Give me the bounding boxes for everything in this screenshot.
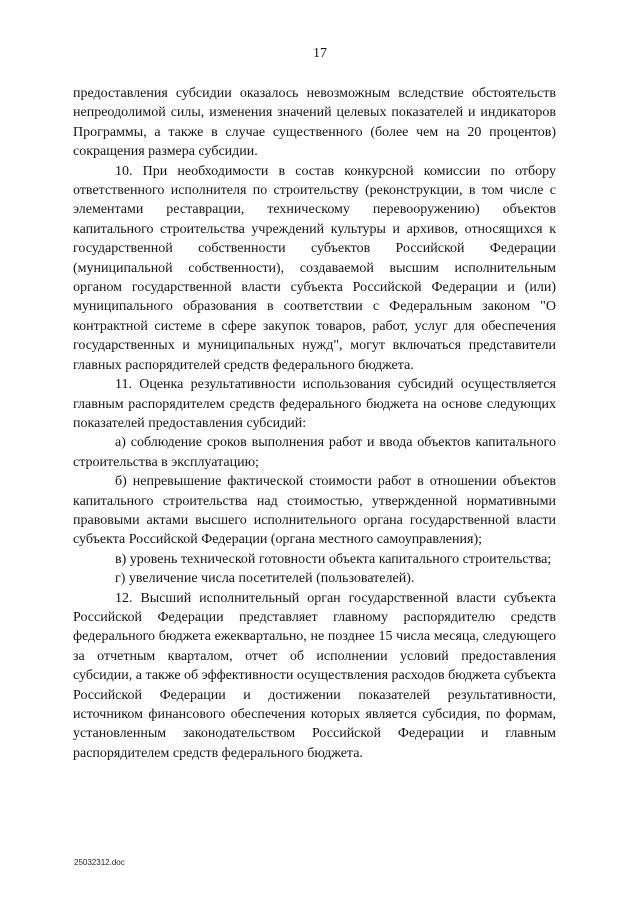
list-item-b: б) непревышение фактической стоимости работ в отношении объектов капитального строительства над стоимостью, утвержденной нормативными правовыми актами высшего исполнительного органа государственной власти субъекта Российской Федерации (органа местного самоуправления); <box>73 474 556 548</box>
paragraph-11: 11. Оценка результативности использования субсидий осуществляется главным распорядителем средств федерального бюджета на основе следующих показателей предоставления субсидий: <box>73 377 556 431</box>
list-item-a: а) соблюдение сроков выполнения работ и ввода объектов капитального строительства в эксплуатацию; <box>73 435 556 470</box>
paragraph-12: 12. Высший исполнительный орган государственной власти субъекта Российской Федерации представляет главному распорядителю средств федерального бюджета ежеквартально, не позднее 15 числа месяца, следующего за отчетным кварталом, отчет об исполнении условий предоставления субсидии, а также об эффективности осуществления расходов бюджета субъекта Российской Федерации и достижении показателей результативности, источником финансового обеспечения которых является субсидия, по формам, установленным законодательством Российской Федерации и главным распорядителем средств федерального бюджета. <box>73 590 556 761</box>
footer-filename: 25032312.doc <box>74 858 125 867</box>
page-number: 17 <box>313 46 327 61</box>
paragraph-continuation: предоставления субсидии оказалось невозможным вследствие обстоятельств непреодолимой силы, изменения значений целевых показателей и индикаторов Программы, а также в случае существенного (более чем на 20 процентов) сокращения размера субсидии. <box>73 86 556 160</box>
paragraph-10: 10. При необходимости в состав конкурсной комиссии по отбору ответственного исполнителя по строительству (реконструкции, в том числе с элементами реставрации, техническому перевооружению) объектов капитального строительства учреждений культуры и архивов, относящихся к государственной собственности субъектов Российской Федерации (муниципальной собственности), создаваемой высшим исполнительным органом государственной власти субъекта Российской Федерации и (или) муниципального образования в соответствии с Федеральным законом "О контрактной системе в сфере закупок товаров, работ, услуг для обеспечения государственных и муниципальных нужд", могут включаться представители главных распорядителей средств федерального бюджета. <box>73 163 556 373</box>
list-item-v: в) уровень технической готовности объекта капитального строительства; <box>115 551 552 567</box>
document-body <box>73 84 556 763</box>
list-item-g: г) увеличение числа посетителей (пользователей). <box>115 571 415 587</box>
